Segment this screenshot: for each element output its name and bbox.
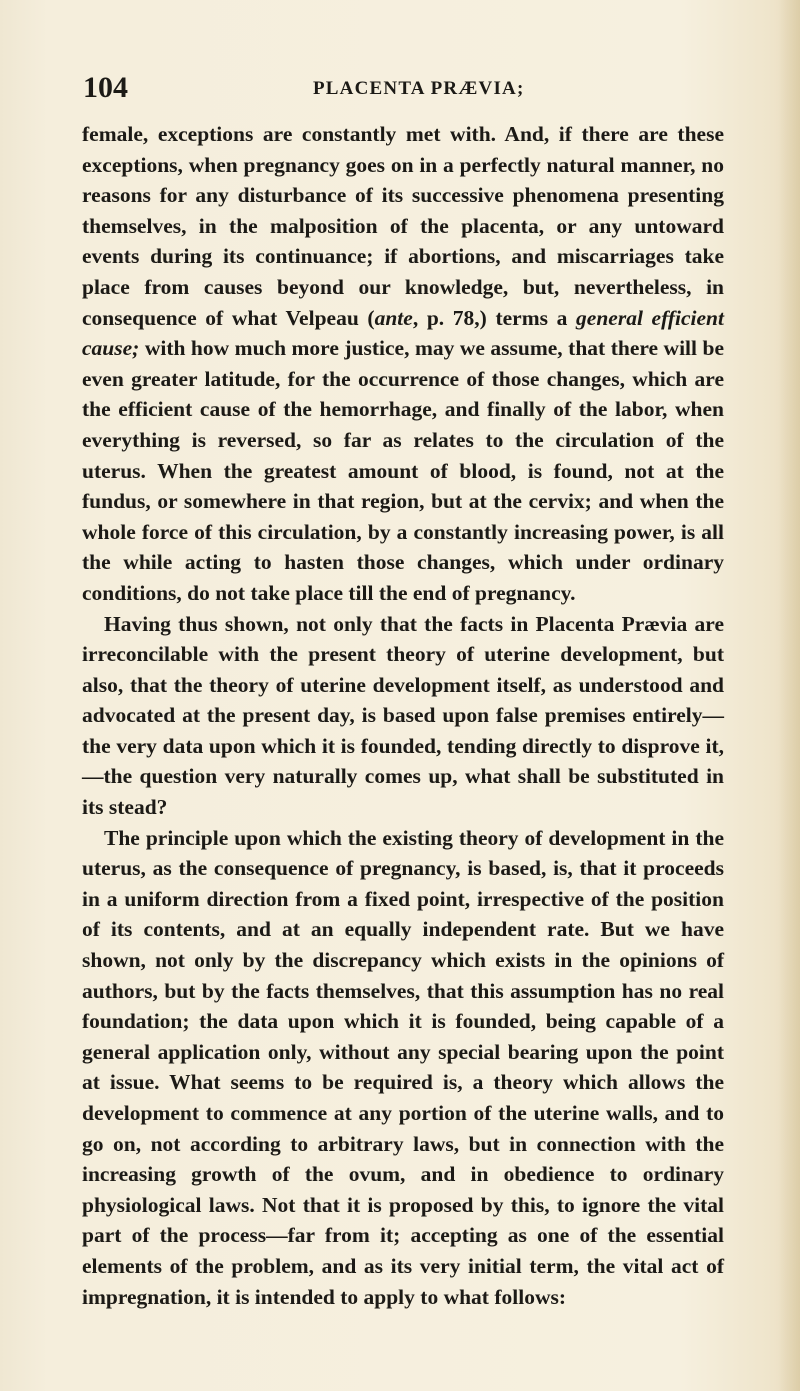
paragraph-3: The principle upon which the existing theory of development in the uterus, as the consequence of pregnancy, is based, is, that it proceeds in a uniform direction from a fixed point, irrespective of the position of its contents, and at an equally independent rate. But we have shown, not only by the discrepancy which exists in the opinions of authors, but by the facts themselves, that this assumption has no real foundation; the data upon which it is founded, being capable of a general application only, without any special bearing upon the point at issue. What seems to be required is, a theory which allows the development to commence at any portion of the uterine walls, and to go on, not according to arbitrary laws, but in connection with the increasing growth of the ovum, and in obedience to ordinary physiological laws. Not that it is proposed by this, to ignore the vital part of the process—far from it; accepting as one of the essential elements of the problem, and as its very initial term, the vital act of impregnation, it is intended to apply to what follows: [82,825,724,1309]
paragraph-1 [82,119,724,609]
italic-ante: ante [374,305,413,330]
page-number: 104 [83,71,128,104]
italic-general-efficient-cause: general efficient cause; [82,305,724,361]
page-edge-shading [778,0,800,1391]
page-header [83,70,723,106]
paragraph-1-text-b: , p. 78,) terms a [412,305,577,330]
paragraph-2: Having thus shown, not only that the facts in Placenta Prævia are irreconcilable with the present theory of uterine development, but also, that the theory of uterine development itself, as understood and advocated at the present day, is based upon false premises entirely—the very data upon which it is founded, tending directly to disprove it,—the question very naturally comes up, what shall be substituted in its stead? [82,611,724,820]
running-head: PLACENTA PRÆVIA; [313,78,525,99]
body-text [82,119,724,1312]
paragraph-1-text-a: female, exceptions are constantly met with. And, if there are these exceptions, when pregnancy goes on in a perfectly natural manner, no reasons for any disturbance of its successive phenomena presenting themselves, in the malposition of the placenta, or any untoward events during its continuance; if abortions, and miscarriages take place from causes beyond our knowledge, but, nevertheless, in consequence of what Velpeau ( [82,122,724,330]
paragraph-1-text-c: with how much more justice, may we assume, that there will be even greater latitude, for the occurrence of those changes, which are the efficient cause of the hemorrhage, and finally of the labor, when everything is reversed, so far as relates to the circulation of the uterus. When the greatest amount of blood, is found, not at the fundus, or somewhere in that region, but at the cervix; and when the whole force of this circulation, by a constantly increasing power, is all the while acting to hasten those changes, which under ordinary conditions, do not take place till the end of pregnancy. [82,336,724,605]
